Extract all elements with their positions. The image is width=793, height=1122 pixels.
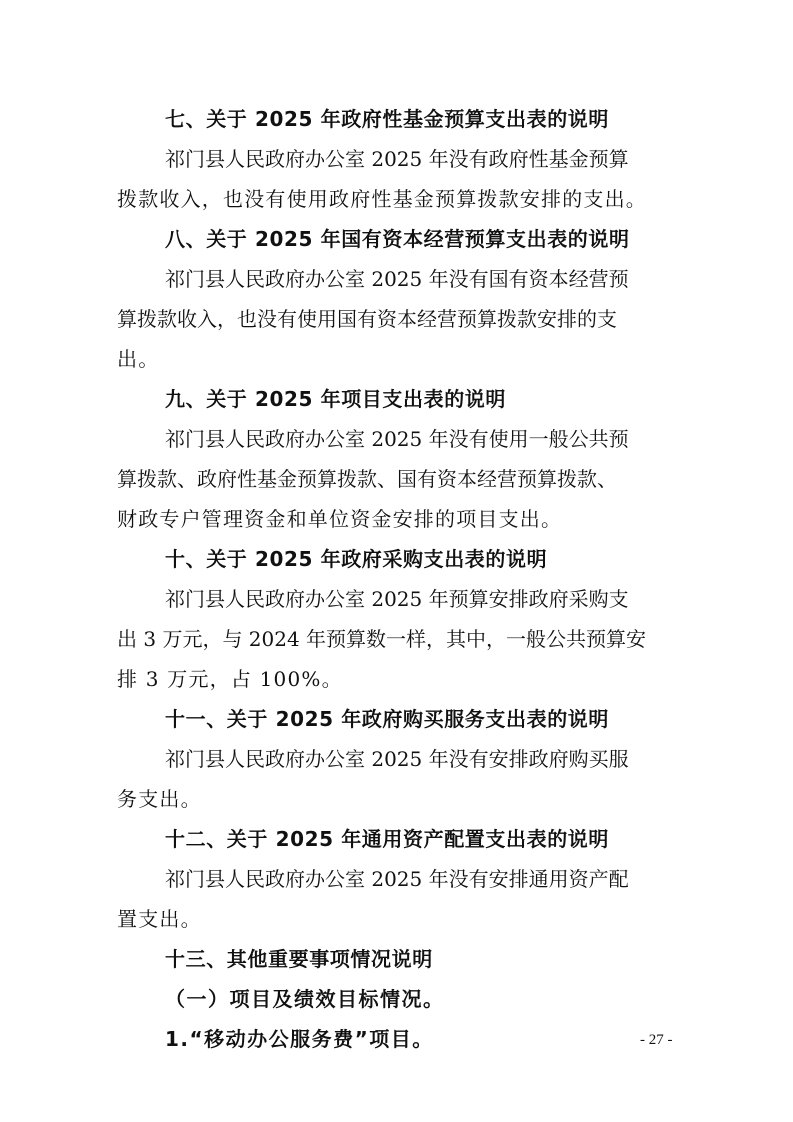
body-text-line [117,664,677,704]
body-text-line [117,904,677,944]
section-heading: 七、关于 2025 年政府性基金预算支出表的说明 [165,107,609,131]
body-text: 拨款收入，也没有使用政府性基金预算拨款安排的支出。 [117,187,647,211]
body-text: 算拨款、政府性基金预算拨款、国有资本经营预算拨款、 [117,467,617,491]
body-text-line [117,184,677,224]
body-text: 祁门县人民政府办公室 2025 年没有政府性基金预算 [165,147,629,171]
document-body [117,104,677,1064]
section-heading: 八、关于 2025 年国有资本经营预算支出表的说明 [165,227,630,251]
body-text-line [117,744,677,784]
body-text-line [117,144,677,184]
body-text: 算拨款收入，也没有使用国有资本经营预算拨款安排的支 [117,307,617,331]
body-text: 财政专户管理资金和单位资金安排的项目支出。 [117,507,563,531]
body-text: 祁门县人民政府办公室 2025 年预算安排政府采购支 [165,587,629,611]
body-text-line [117,424,677,464]
section-heading: 十、关于 2025 年政府采购支出表的说明 [165,547,548,571]
body-text-line [117,584,677,624]
body-text-line [117,504,677,544]
page-number: - 27 - [640,1032,673,1048]
body-text-line [117,784,677,824]
section-heading: 十二、关于 2025 年通用资产配置支出表的说明 [165,827,609,851]
body-text: 排 3 万元，占 100%。 [117,667,343,691]
subsection-heading: （一）项目及绩效目标情况。 [165,987,445,1011]
body-text: 置支出。 [117,907,202,931]
body-text: 祁门县人民政府办公室 2025 年没有使用一般公共预 [165,427,629,451]
body-text-line [117,624,677,664]
body-text: 务支出。 [117,787,202,811]
body-text-line [117,464,677,504]
body-text-line [117,264,677,304]
body-text: 祁门县人民政府办公室 2025 年没有安排政府购买服 [165,747,629,771]
section-heading: 九、关于 2025 年项目支出表的说明 [165,387,506,411]
body-text-line [117,864,677,904]
section-heading: 十三、其他重要事项情况说明 [165,947,433,971]
body-text-line [117,304,677,344]
body-text: 祁门县人民政府办公室 2025 年没有安排通用资产配 [165,867,629,891]
subsection-heading: 1.“移动办公服务费”项目。 [165,1027,434,1051]
body-text: 出 3 万元，与 2024 年预算数一样，其中，一般公共预算安 [117,627,647,651]
body-text: 祁门县人民政府办公室 2025 年没有国有资本经营预 [165,267,629,291]
body-text: 出。 [117,347,160,371]
body-text-line [117,344,677,384]
section-heading: 十一、关于 2025 年政府购买服务支出表的说明 [165,707,609,731]
